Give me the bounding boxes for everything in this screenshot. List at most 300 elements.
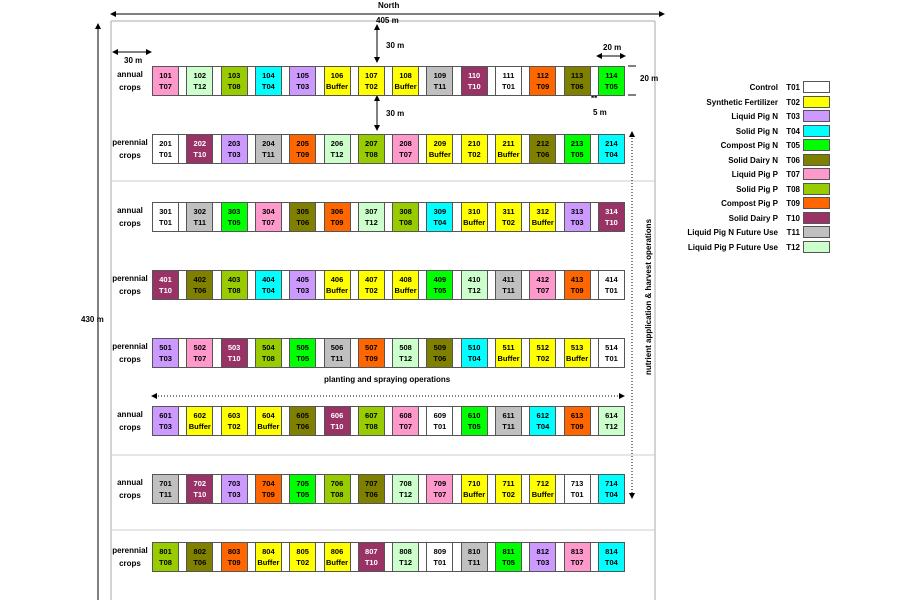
plot-id: 611 bbox=[502, 411, 515, 420]
legend-label: Liquid Pig N bbox=[731, 112, 778, 121]
legend-swatch bbox=[803, 226, 830, 238]
plot-treatment: T11 bbox=[330, 354, 344, 363]
legend-item bbox=[680, 154, 830, 167]
plot-cell bbox=[392, 406, 419, 436]
plot-cell bbox=[529, 202, 556, 232]
legend-code: T02 bbox=[786, 97, 800, 107]
plot-treatment: T03 bbox=[536, 558, 550, 567]
legend-code: T04 bbox=[786, 126, 800, 136]
plot-id: 511 bbox=[502, 343, 515, 352]
nutrient-operations-label: nutrient application & harvest operations bbox=[644, 218, 653, 375]
row-spacing-label-bottom: 30 m bbox=[386, 109, 405, 118]
plot-id: 406 bbox=[330, 275, 344, 284]
plot-cell bbox=[461, 66, 488, 96]
plot-treatment: Buffer bbox=[531, 490, 554, 499]
plot-id: 513 bbox=[570, 343, 584, 352]
legend-label: Compost Pig N bbox=[720, 141, 778, 150]
plot-cell bbox=[221, 406, 248, 436]
plot-cell bbox=[324, 338, 351, 368]
plot-id: 212 bbox=[536, 139, 550, 148]
plot-treatment: T01 bbox=[159, 150, 172, 159]
plot-cell bbox=[564, 338, 591, 368]
plot-id: 104 bbox=[262, 71, 275, 80]
plot-cell bbox=[186, 338, 213, 368]
legend-item bbox=[680, 212, 830, 225]
plot-cell bbox=[358, 134, 385, 164]
row-label-line: crops bbox=[119, 287, 141, 296]
row-label-line: crops bbox=[119, 559, 141, 568]
plot-treatment: Buffer bbox=[394, 82, 417, 91]
plot-cell bbox=[152, 134, 179, 164]
plot-treatment: Buffer bbox=[325, 82, 349, 91]
plot-cell bbox=[358, 338, 385, 368]
plot-id: 213 bbox=[570, 139, 584, 148]
legend-code: T09 bbox=[786, 199, 800, 208]
legend-item bbox=[680, 241, 830, 254]
plot-cell bbox=[221, 474, 248, 504]
plot-cell bbox=[186, 134, 213, 164]
plot-cell bbox=[529, 270, 556, 300]
plot-cell bbox=[426, 542, 453, 572]
plot-id: 106 bbox=[330, 71, 344, 80]
row-label-line: crops bbox=[119, 151, 141, 160]
row-label bbox=[108, 272, 152, 298]
plot-cell bbox=[221, 202, 248, 232]
plot-cell bbox=[152, 202, 179, 232]
legend-label: Solid Pig P bbox=[736, 184, 778, 194]
plot-id: 210 bbox=[467, 139, 481, 148]
plot-id: 601 bbox=[159, 411, 172, 420]
plot-id: 607 bbox=[365, 411, 378, 420]
plot-id: 410 bbox=[467, 275, 481, 284]
plot-cell bbox=[598, 474, 625, 504]
plot-cell bbox=[461, 406, 488, 436]
plot-id: 613 bbox=[570, 411, 584, 420]
plot-treatment: T10 bbox=[159, 286, 172, 295]
plot-id: 810 bbox=[467, 547, 481, 556]
plot-id: 414 bbox=[605, 275, 618, 284]
asterisk-label: ** bbox=[591, 94, 598, 103]
plot-id: 108 bbox=[399, 71, 412, 80]
plot-treatment: T04 bbox=[433, 218, 447, 227]
plot-id: 114 bbox=[605, 71, 618, 80]
plot-cell bbox=[255, 474, 282, 504]
plot-id: 512 bbox=[536, 343, 550, 352]
plot-id: 610 bbox=[467, 411, 481, 420]
plot-cell bbox=[289, 134, 316, 164]
plot-cell bbox=[495, 134, 522, 164]
plot-id: 503 bbox=[227, 343, 241, 352]
plot-cell bbox=[289, 270, 316, 300]
plot-id: 204 bbox=[262, 139, 275, 148]
plot-cell bbox=[461, 474, 488, 504]
legend-code: T01 bbox=[786, 83, 800, 92]
plot-cell bbox=[392, 134, 419, 164]
plot-id: 809 bbox=[433, 547, 447, 556]
plot-treatment: T12 bbox=[467, 286, 481, 295]
row-label-line: annual bbox=[117, 206, 143, 215]
plot-treatment: T10 bbox=[330, 422, 344, 431]
plot-id: 501 bbox=[159, 343, 172, 352]
plot-id: 314 bbox=[605, 207, 618, 216]
plot-treatment: Buffer bbox=[325, 558, 349, 567]
plot-cell bbox=[461, 202, 488, 232]
plot-treatment: T05 bbox=[604, 82, 618, 91]
plot-treatment: T03 bbox=[296, 286, 310, 295]
plot-cell bbox=[426, 202, 453, 232]
plot-cell bbox=[461, 542, 488, 572]
plot-cell bbox=[255, 66, 282, 96]
row-label-line: annual bbox=[117, 410, 143, 419]
plot-treatment: T02 bbox=[502, 218, 515, 227]
plot-cell bbox=[324, 66, 351, 96]
plot-cell bbox=[324, 542, 351, 572]
plot-treatment: Buffer bbox=[188, 422, 211, 431]
plot-id: 504 bbox=[262, 343, 275, 352]
row-label-line: annual bbox=[117, 70, 143, 79]
plot-cell bbox=[564, 406, 591, 436]
plot-cell bbox=[495, 270, 522, 300]
plot-cell bbox=[152, 406, 179, 436]
legend-item bbox=[680, 96, 830, 109]
row-label-line: crops bbox=[119, 491, 141, 500]
plot-treatment: T07 bbox=[399, 150, 413, 159]
plot-id: 704 bbox=[262, 479, 275, 488]
plot-treatment: T11 bbox=[193, 218, 207, 227]
row-label-line: crops bbox=[119, 83, 141, 92]
plot-treatment: T06 bbox=[570, 82, 584, 91]
plot-treatment: T10 bbox=[227, 354, 241, 363]
plot-cell bbox=[324, 270, 351, 300]
plot-cell bbox=[358, 406, 385, 436]
plot-width-label: 20 m bbox=[603, 43, 622, 52]
plot-id: 209 bbox=[433, 139, 447, 148]
plot-id: 801 bbox=[159, 547, 172, 556]
plot-treatment: T09 bbox=[536, 82, 550, 91]
plot-treatment: T06 bbox=[433, 354, 447, 363]
plot-id: 207 bbox=[365, 139, 378, 148]
legend-label: Liquid Pig N Future Use bbox=[687, 228, 778, 237]
plot-treatment: T02 bbox=[467, 150, 481, 159]
row-label-line: annual bbox=[117, 478, 143, 487]
legend-swatch bbox=[803, 125, 830, 137]
plot-treatment: T09 bbox=[261, 490, 275, 499]
row-label bbox=[108, 68, 152, 94]
legend-item bbox=[680, 139, 830, 152]
row-label bbox=[108, 408, 152, 434]
plot-treatment: Buffer bbox=[531, 218, 554, 227]
plot-id: 706 bbox=[330, 479, 344, 488]
plot-id: 811 bbox=[502, 547, 515, 556]
plot-treatment: T10 bbox=[193, 490, 207, 499]
plot-treatment: Buffer bbox=[497, 354, 520, 363]
plot-cell bbox=[495, 542, 522, 572]
plot-cell bbox=[529, 474, 556, 504]
plot-cell bbox=[152, 66, 179, 96]
legend-swatch bbox=[803, 212, 830, 224]
plot-treatment: T05 bbox=[433, 286, 447, 295]
plot-id: 304 bbox=[262, 207, 275, 216]
legend-code: T11 bbox=[786, 228, 800, 237]
plot-treatment: T12 bbox=[330, 150, 344, 159]
plot-cell bbox=[495, 338, 522, 368]
plot-cell bbox=[598, 542, 625, 572]
plot-id: 708 bbox=[399, 479, 412, 488]
plot-treatment: T08 bbox=[227, 286, 241, 295]
row-spacing-label-top: 30 m bbox=[386, 41, 405, 50]
plot-treatment: T07 bbox=[536, 286, 550, 295]
plot-id: 813 bbox=[570, 547, 584, 556]
plot-id: 709 bbox=[433, 479, 447, 488]
plot-cell bbox=[598, 134, 625, 164]
plot-cell bbox=[426, 66, 453, 96]
plot-id: 203 bbox=[227, 139, 241, 148]
plot-id: 313 bbox=[570, 207, 584, 216]
plot-id: 105 bbox=[296, 71, 309, 80]
plot-cell bbox=[529, 66, 556, 96]
plot-treatment: T02 bbox=[227, 422, 241, 431]
plot-treatment: T08 bbox=[364, 150, 378, 159]
plot-id: 514 bbox=[605, 343, 618, 352]
legend-label: Liquid Pig P Future Use bbox=[687, 242, 778, 252]
legend-item bbox=[680, 168, 830, 181]
plot-id: 702 bbox=[193, 479, 207, 488]
plot-treatment: T05 bbox=[502, 558, 515, 567]
legend-item bbox=[680, 81, 830, 94]
plot-treatment: T09 bbox=[364, 354, 378, 363]
plot-cell bbox=[255, 406, 282, 436]
plot-cell bbox=[392, 474, 419, 504]
plot-id: 202 bbox=[193, 139, 207, 148]
plot-cell bbox=[461, 134, 488, 164]
plot-id: 103 bbox=[227, 71, 241, 80]
plot-cell bbox=[426, 270, 453, 300]
north-label: North bbox=[378, 1, 400, 10]
plot-cell bbox=[598, 406, 625, 436]
row-label bbox=[108, 340, 152, 366]
plot-id: 606 bbox=[330, 411, 344, 420]
plot-id: 305 bbox=[296, 207, 309, 216]
plot-id: 508 bbox=[399, 343, 412, 352]
plot-id: 208 bbox=[399, 139, 412, 148]
plot-id: 505 bbox=[296, 343, 309, 352]
plot-length-label: 20 m bbox=[640, 74, 659, 83]
plot-treatment: T04 bbox=[604, 490, 618, 499]
plot-treatment: T04 bbox=[261, 286, 275, 295]
gap-label: 5 m bbox=[593, 108, 607, 117]
plot-treatment: T12 bbox=[399, 490, 413, 499]
plot-id: 402 bbox=[193, 275, 207, 284]
legend-swatch bbox=[803, 168, 830, 180]
legend-label: Solid Dairy N bbox=[728, 155, 778, 165]
plot-cell bbox=[598, 270, 625, 300]
plot-treatment: Buffer bbox=[257, 558, 280, 567]
plot-id: 112 bbox=[536, 71, 549, 80]
plot-id: 509 bbox=[433, 343, 447, 352]
plot-cell bbox=[426, 406, 453, 436]
plot-id: 413 bbox=[570, 275, 584, 284]
plot-id: 710 bbox=[467, 479, 481, 488]
plot-id: 701 bbox=[159, 479, 172, 488]
plot-cell bbox=[324, 134, 351, 164]
plot-treatment: T01 bbox=[433, 422, 447, 431]
legend-swatch bbox=[803, 197, 830, 209]
plot-id: 614 bbox=[605, 411, 618, 420]
plot-id: 812 bbox=[536, 547, 550, 556]
row-label bbox=[108, 476, 152, 502]
plot-treatment: T03 bbox=[159, 422, 172, 431]
plot-cell bbox=[152, 542, 179, 572]
plot-treatment: T07 bbox=[570, 558, 584, 567]
legend-code: T06 bbox=[786, 155, 800, 165]
legend-swatch bbox=[803, 81, 830, 93]
plot-treatment: Buffer bbox=[497, 150, 520, 159]
plot-treatment: T08 bbox=[159, 558, 172, 567]
plot-cell bbox=[598, 202, 625, 232]
plot-id: 703 bbox=[227, 479, 241, 488]
legend-item bbox=[680, 110, 830, 123]
plot-cell bbox=[564, 542, 591, 572]
legend-code: T08 bbox=[786, 184, 800, 194]
plot-treatment: T12 bbox=[604, 422, 618, 431]
plot-cell bbox=[152, 270, 179, 300]
plot-treatment: T08 bbox=[261, 354, 275, 363]
plot-cell bbox=[186, 474, 213, 504]
legend-item bbox=[680, 197, 830, 210]
plot-treatment: T05 bbox=[227, 218, 241, 227]
plot-cell bbox=[392, 542, 419, 572]
plot-id: 802 bbox=[193, 547, 207, 556]
row-label-line: perennial bbox=[112, 546, 148, 555]
plot-cell bbox=[289, 202, 316, 232]
plot-treatment: T11 bbox=[502, 422, 515, 431]
plot-treatment: T07 bbox=[193, 354, 207, 363]
plot-id: 301 bbox=[159, 207, 172, 216]
plot-id: 307 bbox=[365, 207, 378, 216]
plot-id: 804 bbox=[262, 547, 275, 556]
plot-id: 502 bbox=[193, 343, 207, 352]
plot-id: 404 bbox=[262, 275, 275, 284]
plot-treatment: T05 bbox=[296, 490, 310, 499]
legend-label: Solid Pig N bbox=[735, 126, 778, 136]
plot-treatment: T07 bbox=[433, 490, 447, 499]
plot-cell bbox=[426, 338, 453, 368]
plot-cell bbox=[324, 474, 351, 504]
plot-treatment: T05 bbox=[296, 354, 310, 363]
plot-id: 506 bbox=[330, 343, 344, 352]
plot-treatment: Buffer bbox=[428, 150, 451, 159]
plot-cell bbox=[186, 542, 213, 572]
plot-id: 310 bbox=[467, 207, 481, 216]
plot-cell bbox=[152, 474, 179, 504]
plot-treatment: T03 bbox=[227, 150, 241, 159]
plot-id: 113 bbox=[571, 71, 584, 80]
plot-treatment: Buffer bbox=[463, 218, 486, 227]
plot-cell bbox=[221, 66, 248, 96]
plot-id: 609 bbox=[433, 411, 447, 420]
plot-id: 214 bbox=[605, 139, 618, 148]
legend-label: Solid Dairy P bbox=[728, 213, 778, 223]
plot-treatment: T04 bbox=[467, 354, 481, 363]
plot-cell bbox=[529, 338, 556, 368]
plot-id: 302 bbox=[193, 207, 207, 216]
legend-item bbox=[680, 226, 830, 239]
plot-treatment: T09 bbox=[296, 150, 310, 159]
plot-treatment: Buffer bbox=[394, 286, 417, 295]
plot-cell bbox=[461, 270, 488, 300]
plot-treatment: T06 bbox=[296, 218, 310, 227]
plot-cell bbox=[598, 338, 625, 368]
plot-cell bbox=[564, 134, 591, 164]
plot-cell bbox=[358, 542, 385, 572]
plot-treatment: T05 bbox=[467, 422, 481, 431]
plot-cell bbox=[495, 406, 522, 436]
legend-swatch bbox=[803, 154, 830, 166]
legend-code: T12 bbox=[786, 242, 800, 252]
plot-treatment: T04 bbox=[536, 422, 550, 431]
legend-label: Compost Pig P bbox=[721, 199, 778, 208]
plot-id: 311 bbox=[502, 207, 515, 216]
plot-treatment: T03 bbox=[570, 218, 584, 227]
plot-id: 814 bbox=[605, 547, 618, 556]
plot-cell bbox=[324, 202, 351, 232]
plot-cell bbox=[598, 66, 625, 96]
plot-treatment: T02 bbox=[502, 490, 515, 499]
legend-item bbox=[680, 183, 830, 196]
plot-treatment: T12 bbox=[399, 558, 413, 567]
row-label-line: crops bbox=[119, 355, 141, 364]
plot-treatment: T06 bbox=[193, 558, 207, 567]
plot-treatment: T01 bbox=[570, 490, 584, 499]
plot-treatment: T03 bbox=[159, 354, 172, 363]
plot-treatment: T11 bbox=[433, 82, 447, 91]
plot-cell bbox=[289, 542, 316, 572]
legend-label: Liquid Pig P bbox=[731, 170, 778, 179]
plot-cell bbox=[564, 270, 591, 300]
row-label-line: perennial bbox=[112, 274, 148, 283]
plot-treatment: Buffer bbox=[325, 286, 349, 295]
plot-treatment: T05 bbox=[570, 150, 584, 159]
plot-treatment: T11 bbox=[159, 490, 172, 499]
plot-treatment: T10 bbox=[604, 218, 618, 227]
plot-treatment: T02 bbox=[364, 82, 378, 91]
plot-cell bbox=[358, 474, 385, 504]
row-label bbox=[108, 136, 152, 162]
plot-id: 603 bbox=[227, 411, 241, 420]
plot-id: 803 bbox=[227, 547, 241, 556]
plot-cell bbox=[255, 542, 282, 572]
plot-treatment: T10 bbox=[364, 558, 378, 567]
plot-cell bbox=[255, 270, 282, 300]
plot-id: 711 bbox=[502, 479, 515, 488]
plot-treatment: T10 bbox=[193, 150, 207, 159]
plot-treatment: T02 bbox=[296, 558, 310, 567]
plot-cell bbox=[324, 406, 351, 436]
plot-treatment: Buffer bbox=[566, 354, 589, 363]
plot-treatment: T01 bbox=[502, 82, 515, 91]
plot-id: 510 bbox=[467, 343, 481, 352]
plot-id: 602 bbox=[193, 411, 207, 420]
plot-cell bbox=[289, 338, 316, 368]
plot-id: 411 bbox=[502, 275, 515, 284]
plot-id: 401 bbox=[159, 275, 172, 284]
row-label-line: perennial bbox=[112, 342, 148, 351]
plot-cell bbox=[186, 270, 213, 300]
legend-swatch bbox=[803, 139, 830, 151]
legend-code: T07 bbox=[786, 170, 800, 179]
plot-treatment: Buffer bbox=[463, 490, 486, 499]
plot-cell bbox=[426, 134, 453, 164]
